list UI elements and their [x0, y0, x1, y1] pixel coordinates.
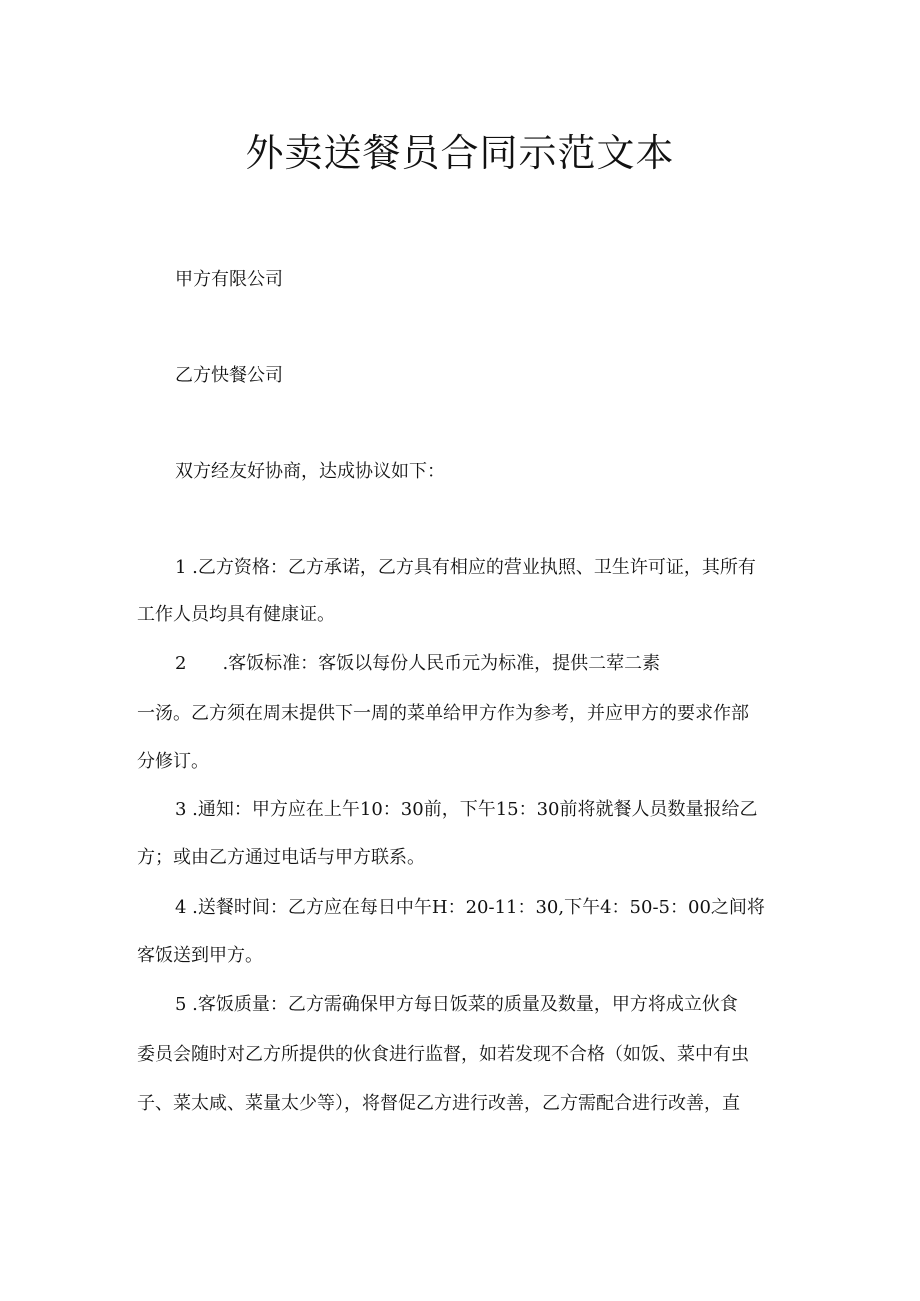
clause-4-line-1: 4 .送餐时间：乙方应在每日中午H：20-11：30,下午4：50-5：00之间将 — [175, 897, 765, 918]
clause-1-line-2: 工作人员均具有健康证。 — [137, 604, 335, 625]
party-a-line: 甲方有限公司 — [175, 269, 283, 290]
clause-2-line-3: 分修订。 — [137, 751, 209, 772]
clause-1-line-1: 1 .乙方资格：乙方承诺，乙方具有相应的营业执照、卫生许可证，其所有 — [175, 557, 756, 578]
clause-2-line-1: 2 .客饭标准：客饭以每份人民币元为标准，提供二荤二素 — [175, 653, 661, 674]
clause-3-line-1: 3 .通知：甲方应在上午10：30前，下午15：30前将就餐人员数量报给乙 — [175, 799, 758, 820]
document-title: 外卖送餐员合同示范文本 — [245, 131, 675, 175]
agreement-intro-line: 双方经友好协商，达成协议如下： — [175, 461, 445, 482]
clause-4-line-2: 客饭送到甲方。 — [137, 945, 263, 966]
clause-5-line-3: 子、菜太咸、菜量太少等），将督促乙方进行改善，乙方需配合进行改善，直 — [137, 1093, 740, 1114]
clause-2-line-2: 一汤。乙方须在周末提供下一周的菜单给甲方作为参考，并应甲方的要求作部 — [137, 703, 749, 724]
clause-5-line-1: 5 .客饭质量：乙方需确保甲方每日饭菜的质量及数量，甲方将成立伙食 — [175, 994, 738, 1015]
clause-3-line-2: 方；或由乙方通过电话与甲方联系。 — [137, 847, 425, 868]
clause-5-line-2: 委员会随时对乙方所提供的伙食进行监督，如若发现不合格（如饭、菜中有虫 — [137, 1044, 749, 1065]
party-b-line: 乙方快餐公司 — [175, 365, 283, 386]
